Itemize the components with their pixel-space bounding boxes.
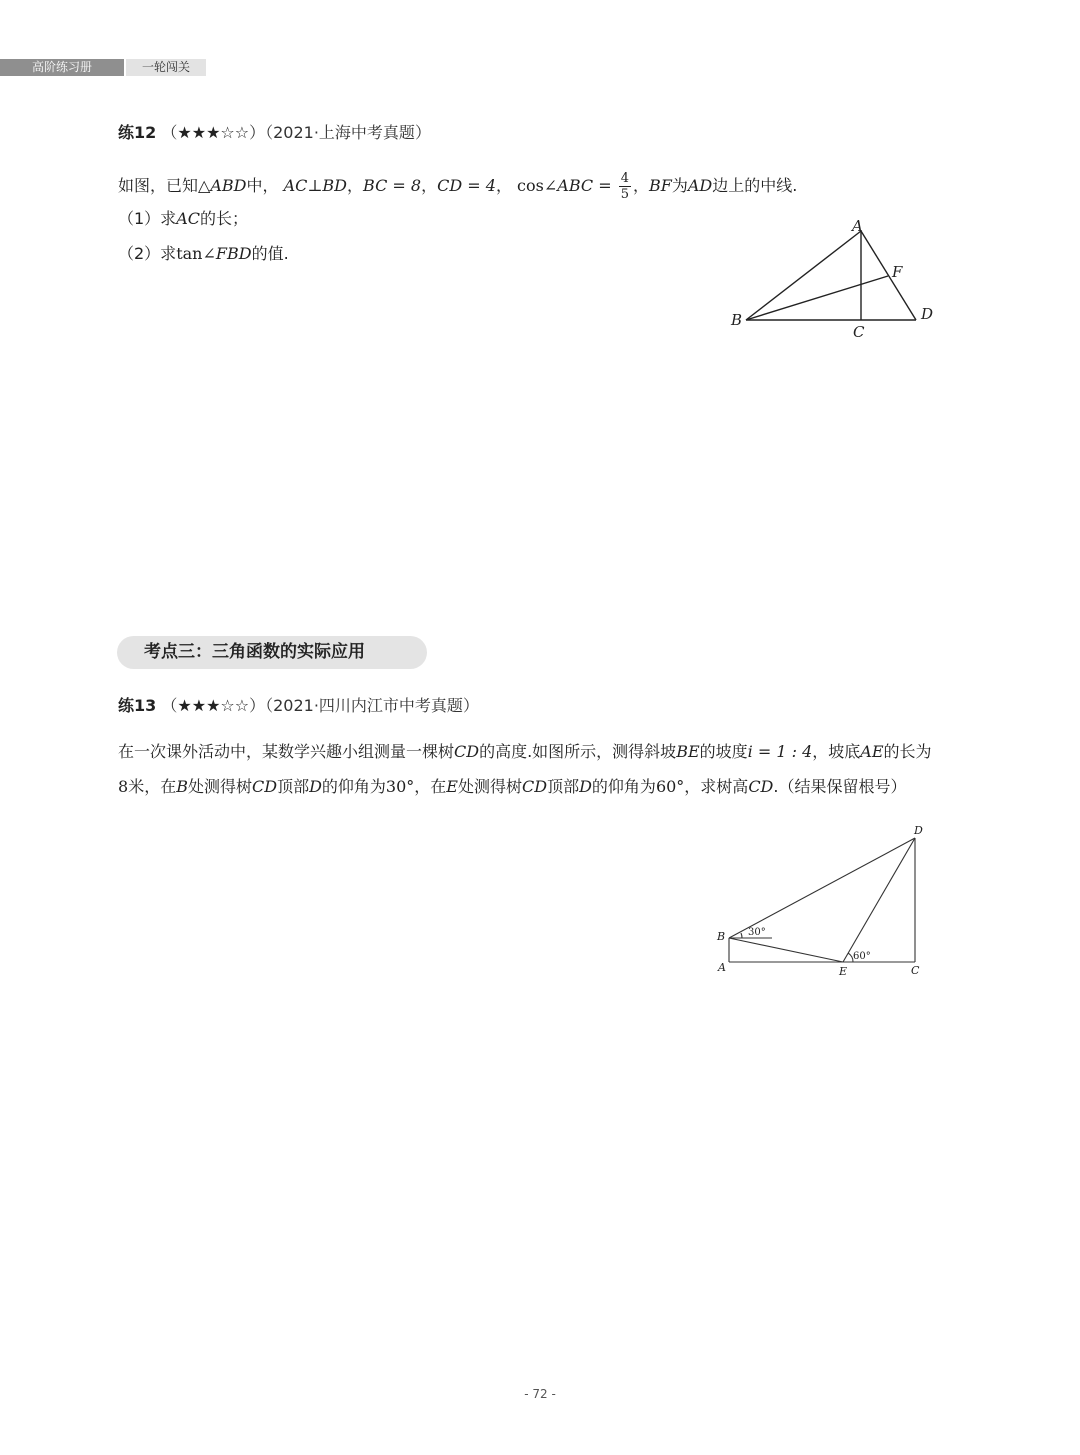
ex13-cd-ref2: CD — [522, 777, 548, 796]
ex13-text-h: 顶部 — [277, 777, 310, 796]
segment-ba — [746, 231, 861, 320]
ex12-wei: 为 — [671, 176, 688, 195]
ex13-text-g: 处测得树 — [187, 777, 252, 796]
segment-bf — [746, 276, 888, 320]
ex12-stars: ★★★☆☆ — [177, 123, 250, 142]
ex13-source: 2021·四川内江市中考真题 — [273, 696, 463, 715]
ex12-comma1: ， — [347, 176, 364, 195]
segment-ed — [843, 838, 915, 962]
header-tab-book: 高阶练习册 — [0, 59, 124, 76]
ex13-cd-ref3: CD — [748, 777, 774, 796]
segment-ad — [861, 231, 916, 320]
ex13-point-e: E — [839, 965, 848, 978]
ex12-q2-angle: ∠FBD — [202, 244, 252, 263]
ex13-d-ref1: D — [309, 777, 322, 796]
header-tab-chapter: 一轮闯关 — [126, 59, 206, 76]
arc-30 — [741, 933, 742, 938]
ex12-q2-prefix: （2）求 — [118, 244, 177, 263]
ex13-angle-30: 30° — [385, 777, 415, 796]
ex13-point-c: C — [911, 964, 920, 977]
ex12-ad: AD — [687, 176, 713, 195]
ex12-q1-prefix: （1）求 — [118, 209, 177, 228]
ex12-abd: ABD — [210, 176, 247, 195]
ex12-problem-line — [118, 171, 797, 202]
ex12-point-a: A — [852, 217, 863, 235]
segment-bd — [729, 838, 915, 938]
ex13-text-a: 在一次课外活动中，某数学兴趣小组测量一棵树 — [118, 742, 455, 761]
ex12-question-2 — [118, 243, 289, 265]
ex13-text-k: 处测得树 — [457, 777, 522, 796]
ex13-text-d: ，坡底 — [812, 742, 861, 761]
ex12-question-1 — [118, 208, 248, 230]
ex13-text-l: 顶部 — [547, 777, 580, 796]
ex12-point-b: B — [731, 311, 743, 329]
ex13-text-j: ，在 — [414, 777, 447, 796]
ex12-bc-eq: BC = 8 — [363, 176, 422, 195]
ex12-frac-num: 4 — [620, 171, 629, 186]
ex13-point-e-ref: E — [446, 777, 458, 796]
ex13-text-m: 的仰角为 — [591, 777, 656, 796]
ex13-point-b: B — [717, 930, 726, 943]
ex12-source: 2021·上海中考真题 — [273, 123, 415, 142]
ex12-comma2: ， — [421, 176, 438, 195]
ex13-text-n: ，求树高 — [684, 777, 749, 796]
ex12-comma4: ， — [632, 176, 649, 195]
ex13-text-f: 米，在 — [128, 777, 177, 796]
ex13-d-ref2: D — [579, 777, 592, 796]
ex13-cd-ref1: CD — [251, 777, 278, 796]
ex12-point-c: C — [853, 323, 865, 341]
ex13-label-30: 30° — [748, 927, 766, 938]
ex13-stars: ★★★☆☆ — [177, 696, 250, 715]
ex13-problem-line-1 — [118, 741, 932, 763]
ex12-tail: 边上的中线. — [712, 176, 798, 195]
ex13-text-e: 的长为 — [883, 742, 932, 761]
section-title: 考点三：三角函数的实际应用 — [144, 642, 365, 662]
ex12-comma3: ， — [495, 176, 512, 195]
ex13-length-8: 8 — [118, 777, 129, 796]
ex13-problem-line-2 — [118, 776, 906, 798]
ex12-triangle-figure — [725, 212, 945, 347]
ex12-q1-ac: AC — [176, 209, 200, 228]
ex12-point-d: D — [921, 305, 934, 323]
ex12-q2-tan: tan — [176, 244, 203, 263]
ex13-point-d: D — [914, 824, 923, 837]
page-number: - 72 - — [524, 1387, 556, 1401]
ex12-cd-eq: CD = 4 — [437, 176, 496, 195]
ex12-heading: 练12 （★★★☆☆）（2021·上海中考真题） — [118, 123, 431, 142]
ex12-zhong: 中， — [246, 176, 279, 195]
ex12-angle-abc: ∠ABC = — [543, 176, 612, 195]
ex12-point-f: F — [892, 263, 903, 281]
ex13-text-i: 的仰角为 — [321, 777, 386, 796]
ex12-cos: cos — [517, 176, 544, 195]
ex13-text-c: 的坡度 — [699, 742, 748, 761]
ex12-label: 练12 — [118, 123, 157, 142]
ex12-fraction — [619, 171, 631, 202]
ex12-bf: BF — [649, 176, 672, 195]
ex12-intro: 如图，已知 — [118, 176, 199, 195]
ex13-tree-figure — [712, 822, 937, 987]
ex13-label-60: 60° — [853, 951, 871, 962]
ex12-q1-tail: 的长； — [199, 209, 248, 228]
segment-be-slope — [729, 938, 843, 962]
ex12-q2-tail: 的值. — [251, 244, 289, 263]
ex12-ac-perp-bd: AC⊥BD — [283, 176, 348, 195]
ex13-angle-60: 60° — [655, 777, 685, 796]
ex13-label: 练13 — [118, 696, 157, 715]
ex13-text-b: 的高度.如图所示，测得斜坡 — [479, 742, 677, 761]
ex13-cd: CD — [454, 742, 480, 761]
ex13-be: BE — [676, 742, 700, 761]
ex12-triangle-symbol: △ — [198, 176, 211, 195]
ex13-ae: AE — [860, 742, 884, 761]
ex13-slope: i = 1 : 4 — [747, 742, 813, 761]
ex13-heading: 练13 （★★★☆☆）（2021·四川内江市中考真题） — [118, 696, 479, 715]
ex13-point-a: A — [718, 961, 726, 974]
ex12-frac-den: 5 — [620, 187, 629, 202]
ex13-point-b-ref: B — [176, 777, 188, 796]
section-title-pill — [117, 636, 427, 669]
ex13-text-o: .（结果保留根号） — [773, 777, 907, 796]
